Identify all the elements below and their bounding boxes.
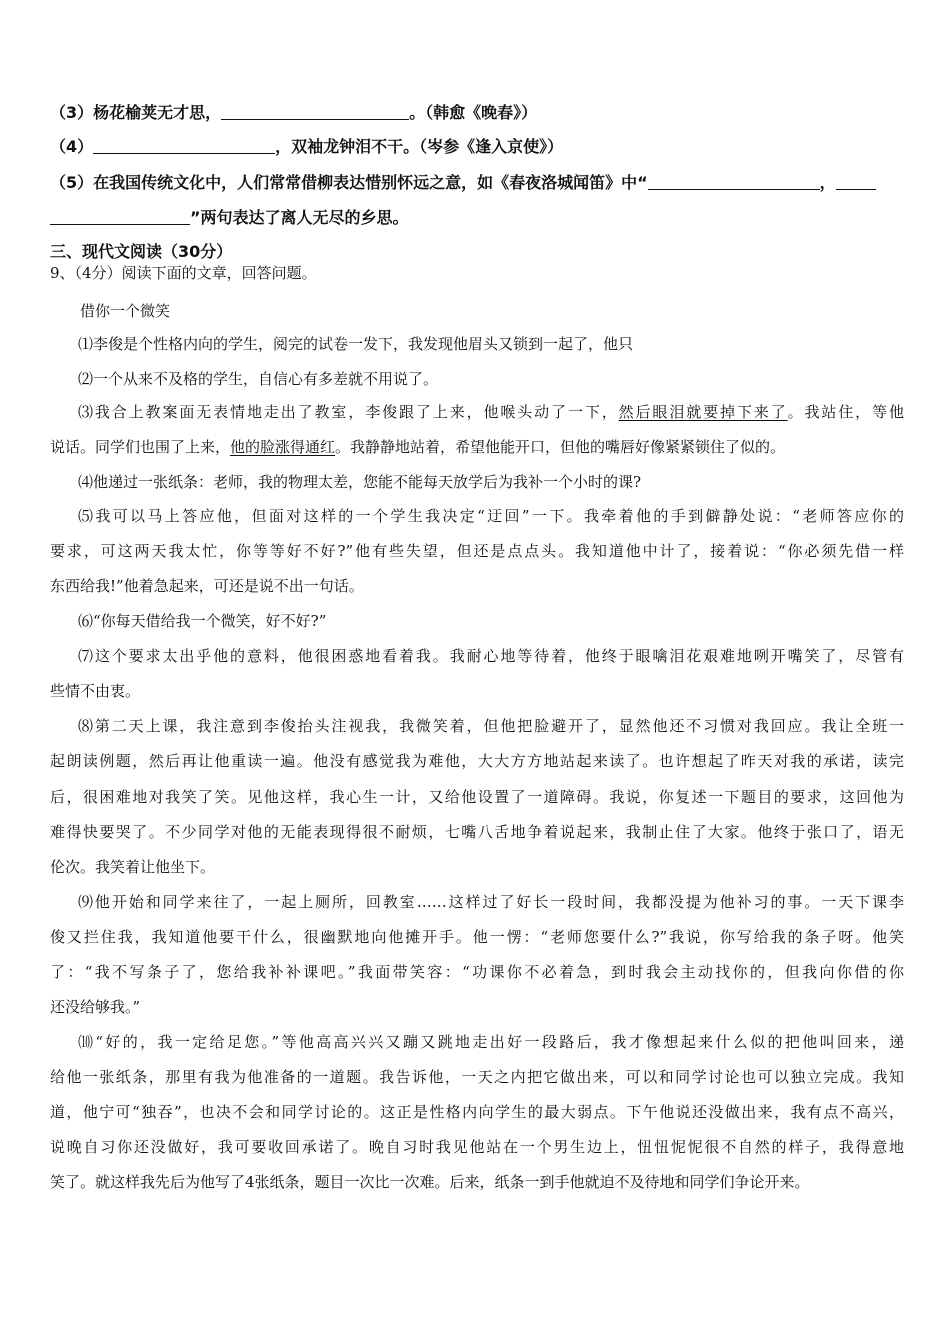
- poem-item-3-source: 。（韩愈《晚春》）: [409, 103, 538, 122]
- poem-item-5-text: （5）在我国传统文化中，人们常常借柳表达惜别怀远之意，如《春夜洛城闻笛》中“: [50, 173, 648, 192]
- article-title: 借你一个微笑: [80, 302, 171, 320]
- paragraph-8-line-2: 起朗读例题，然后再让他重读一遍。他没有感觉我为难他，大大方方地站起来读了。也许想起了昨天对我的承诺，读完: [50, 752, 904, 770]
- paragraph-3-text: ⑶我合上教案面无表情地走出了教室，李俊跟了上来，他喉头动了一下，: [78, 403, 619, 421]
- paragraph-1: ⑴李俊是个性格内向的学生，阅完的试卷一发下，我发现他眉头又锁到一起了，他只: [78, 335, 634, 353]
- paragraph-8-line-4: 难得快要哭了。不少同学对他的无能表现得很不耐烦，七嘴八舌地争着说起来，我制止住了大家。他终于张口了，语无: [50, 823, 904, 841]
- paragraph-4: ⑷他递过一张纸条：老师，我的物理太差，您能不能每天放学后为我补一个小时的课?: [78, 473, 642, 491]
- paragraph-3-line-1: [78, 401, 904, 423]
- paragraph-3-text: 。我站住，等他: [787, 403, 904, 421]
- poem-item-3-text: （3）杨花榆荚无才思，: [50, 103, 222, 122]
- paragraph-9-line-1: ⑼他开始和同学来往了，一起上厕所，回教室……这样过了好长一段时间，我都没提为他补习的事。一天下课李: [78, 893, 904, 911]
- underlined-sentence-1: 然后眼泪就要掉下来了: [618, 403, 788, 421]
- paragraph-7-line-2: 些情不由衷。: [50, 682, 141, 700]
- paragraph-10-line-1: ⑽“好的，我一定给足您。”等他高高兴兴又蹦又跳地走出好一段路后，我才像想起来什么似的把他叫回来，递: [78, 1033, 904, 1051]
- question-9: 9、（4分）阅读下面的文章，回答问题。: [50, 264, 317, 282]
- paragraph-8-line-5: 伦次。我笑着让他坐下。: [50, 858, 216, 876]
- underlined-sentence-2: 他的脸涨得通红: [230, 438, 336, 456]
- paragraph-2: ⑵一个从来不及格的学生，自信心有多差就不用说了。: [78, 370, 439, 388]
- poem-item-4-text: （4）: [50, 137, 94, 156]
- paragraph-8-line-3: 后，很困难地对我笑了笑。见他这样，我心生一计，又给他设置了一道障碍。我说，你复述一下题目的要求，这回他为: [50, 788, 904, 806]
- poem-item-3: [50, 102, 910, 124]
- paragraph-7-line-1: ⑺这个要求太出乎他的意料，他很困惑地看着我。我耐心地等待着，他终于眼噙泪花艰难地咧开嘴笑了，尽管有: [78, 647, 904, 665]
- section-heading: 三、现代文阅读（30分）: [50, 242, 233, 261]
- answer-blank-3[interactable]: [221, 103, 409, 120]
- answer-blank-4[interactable]: [93, 137, 275, 154]
- paragraph-6: ⑹“你每天借给我一个微笑，好不好?”: [78, 612, 327, 630]
- paragraph-5-line-1: ⑸我可以马上答应他，但面对这样的一个学生我决定“迂回”一下。我牵着他的手到僻静处说：“老师答应你的: [78, 507, 904, 525]
- paragraph-5-line-3: 东西给我!”他着急起来，可还是说不出一句话。: [50, 577, 364, 595]
- paragraph-10-line-3: 道，他宁可“独吞”，也决不会和同学讨论的。这正是性格内向学生的最大弱点。下午他说还没做出来，我有点不高兴，: [50, 1103, 904, 1121]
- paragraph-3-text: 说话。同学们也围了上来，: [50, 438, 231, 456]
- answer-blank-5b-start[interactable]: [836, 173, 876, 190]
- answer-blank-5b[interactable]: [50, 208, 190, 225]
- paragraph-9-line-2: 俊又拦住我，我知道他要干什么，很幽默地向他摊开手。他一愣：“老师您要什么?”我说，你写给我的条子呀。他笑: [50, 928, 904, 946]
- poem-item-4-source: ，双袖龙钟泪不干。（岑参《逢入京使》）: [275, 137, 564, 156]
- paragraph-3-text: 。我静静地站着，希望他能开口，但他的嘴唇好像紧紧锁住了似的。: [335, 438, 786, 456]
- paragraph-9-line-3: 了：“我不写条子了，您给我补补课吧。”我面带笑容：“功课你不必着急，到时我会主动找你的，但我向你借的你: [50, 963, 904, 981]
- paragraph-8-line-1: ⑻第二天上课，我注意到李俊抬头注视我，我微笑着，但他把脸避开了，显然他还不习惯对我回应。我让全班一: [78, 717, 904, 735]
- poem-item-5: [50, 172, 910, 194]
- paragraph-5-line-2: 要求，可这两天我太忙，你等等好不好?”他有些失望，但还是点点头。我知道他中计了，接着说：“你必须先借一样: [50, 542, 904, 560]
- paragraph-10-line-4: 说晚自习你还没做好，我可要收回承诺了。晚自习时我见他站在一个男生边上，忸忸怩怩很不自然的样子，我得意地: [50, 1138, 904, 1156]
- poem-item-4: [50, 136, 910, 158]
- poem-item-5-tail: ”两句表达了离人无尽的乡思。: [190, 208, 409, 227]
- paragraph-3-line-2: [50, 436, 910, 458]
- paragraph-10-line-2: 给他一张纸条，那里有我为他准备的一道题。我告诉他，一天之内把它做出来，可以和同学讨论也可以独立完成。我知: [50, 1068, 904, 1086]
- poem-item-5-comma: ，: [819, 173, 836, 192]
- answer-blank-5a[interactable]: [648, 173, 820, 190]
- paragraph-10-line-5: 笑了。就这样我先后为他写了4张纸条，题目一次比一次难。后来，纸条一到手他就迫不及待地和同学们争论开来。: [50, 1173, 810, 1191]
- poem-item-5-cont: [50, 207, 910, 229]
- paragraph-9-line-4: 还没给够我。”: [50, 998, 141, 1016]
